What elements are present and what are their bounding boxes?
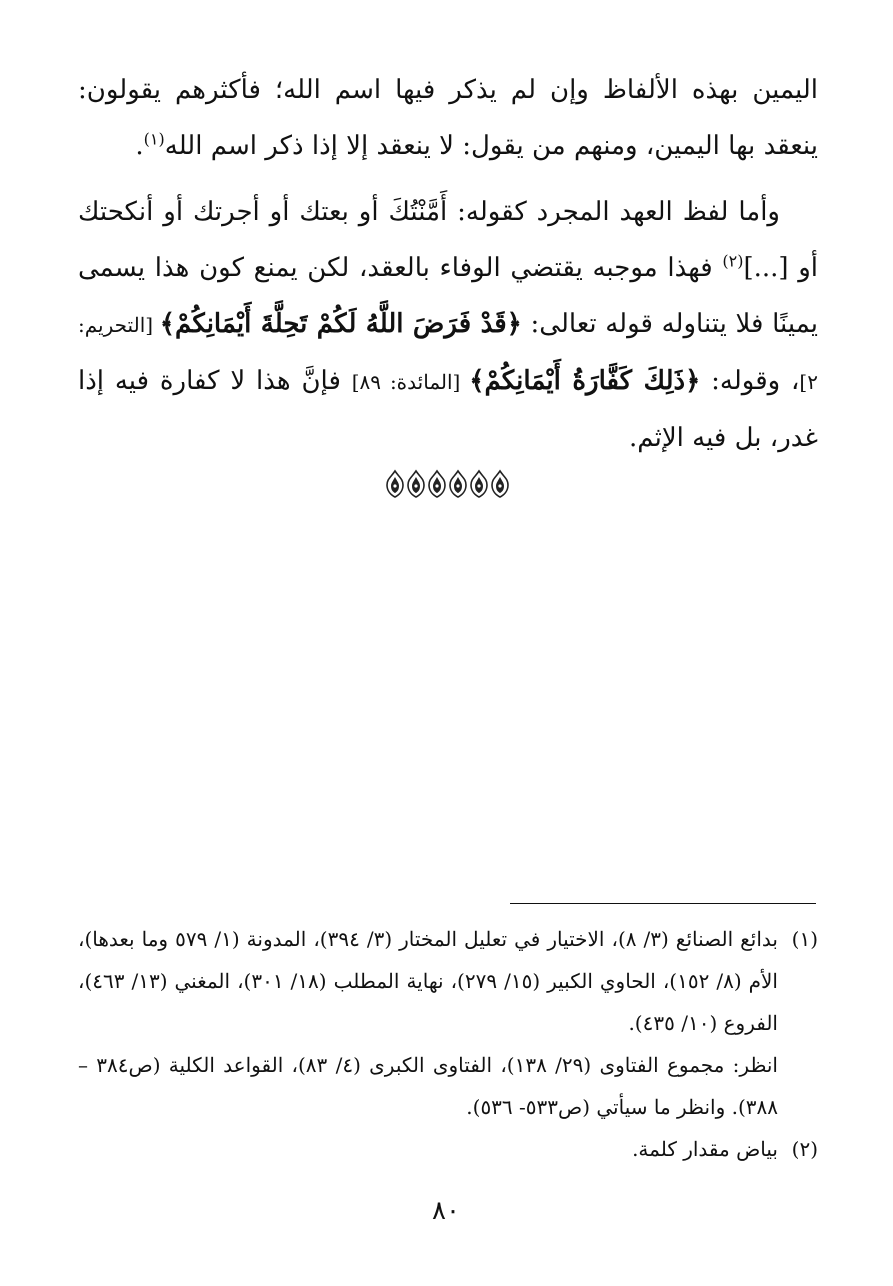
footnote-marker-1: (١) — [143, 129, 165, 149]
floral-ornament-icon — [448, 469, 468, 499]
quran-verse-2: ﴿ذَلِكَ كَفَّارَةُ أَيْمَانِكُمْ﴾ — [469, 366, 701, 396]
quran-verse-1: ﴿قَدْ فَرَضَ اللَّهُ لَكُمْ تَحِلَّةَ أَيْمَانِكُمْ﴾ — [159, 309, 522, 339]
floral-divider-icon — [384, 468, 510, 500]
paragraph-1-end: . — [135, 131, 144, 161]
footnote-text — [78, 918, 778, 1128]
floral-ornament-icon — [469, 469, 489, 499]
floral-ornament-icon — [385, 469, 405, 499]
floral-ornament-icon — [427, 469, 447, 499]
paragraph-2-part-3: فهذا موجبه يقتضي الوفاء بالعقد، لكن يمنع كون هذا يسمى يمينًا فلا يتناوله قوله تعالى: — [78, 253, 818, 339]
paragraph-2-part-4: ، وقوله: — [700, 366, 800, 396]
footnote-line: بدائع الصنائع (٣/ ٨)، الاختيار في تعليل المختار (٣/ ٣٩٤)، المدونة (١/ ٥٧٩ وما بعدها)، الأم (٨/ ١٥٢)، الحاوي الكبير (١٥/ ٢٧٩)، نهاية المطلب (١٨/ ٣٠١)، المغني (١٣/ ٤٦٣)، الفروع (١٠/ ٤٣٥). — [78, 927, 778, 1035]
quoted-word: أَمَّنْتُكَ — [388, 197, 448, 227]
paragraph-2 — [78, 184, 818, 466]
floral-ornament-icon — [490, 469, 510, 499]
main-text — [78, 62, 818, 466]
footnote-line: انظر: مجموع الفتاوى (٢٩/ ١٣٨)، الفتاوى الكبرى (٤/ ٨٣)، القواعد الكلية (ص٣٨٤ – ٣٨٨). وانظر ما سيأتي (ص٥٣٣- ٥٣٦). — [78, 1053, 778, 1119]
paragraph-1 — [78, 62, 818, 174]
paragraph-2-part-2: أو بعتك أو أجرتك أو أنكحتك أو [...] — [78, 197, 818, 283]
paragraph-1-text: اليمين بهذه الألفاظ وإن لم يذكر فيها اسم الله؛ فأكثرهم يقولون: ينعقد بها اليمين، ومنهم من يقول: لا ينعقد إلا إذا ذكر اسم الله — [78, 75, 818, 161]
footnote-marker-2: (٢) — [722, 251, 744, 271]
footnote-text — [78, 1128, 778, 1170]
footnote-2 — [78, 1128, 818, 1170]
footnote-number: (٢) — [791, 1137, 818, 1161]
paragraph-2-part-1: وأما لفظ العهد المجرد كقوله: — [447, 197, 780, 227]
footnote-number: (١) — [791, 927, 818, 951]
footnote-separator — [510, 903, 816, 904]
verse-reference-1: [التحريم: ٢] — [78, 313, 818, 394]
footnote-1 — [78, 918, 818, 1128]
paragraph-2-part-5: فإنَّ هذا لا كفارة فيه إذا غدر، بل فيه الإثم. — [78, 366, 818, 453]
verse-reference-2: [المائدة: ٨٩] — [351, 370, 470, 394]
footnote-line: بياض مقدار كلمة. — [632, 1137, 778, 1161]
floral-ornament-icon — [406, 469, 426, 499]
footnotes — [78, 918, 818, 1170]
page-number: ٨٠ — [432, 1196, 460, 1226]
